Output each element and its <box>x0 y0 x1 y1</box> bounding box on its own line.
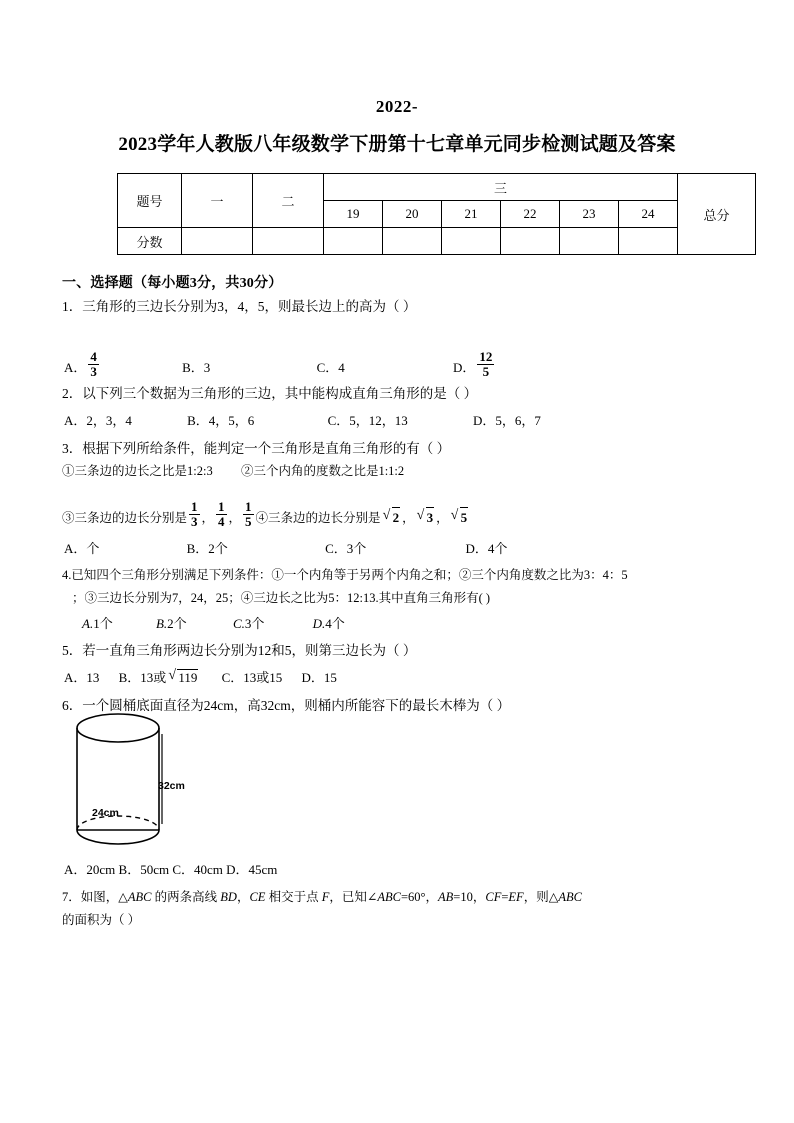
q7-segment-cf: CF <box>485 890 502 904</box>
cylinder-figure <box>70 712 240 852</box>
q1-opt-a-denominator: 3 <box>90 363 97 379</box>
q4-option-d[interactable]: D.4个 <box>312 616 345 631</box>
question-3-options <box>64 538 507 557</box>
q7-part-4: ， <box>236 890 250 904</box>
q5-option-b[interactable]: B．13或 √ 119 <box>119 667 201 686</box>
q5-option-d[interactable]: D．15 <box>301 670 337 685</box>
cell-col-total: 总分 <box>678 174 756 255</box>
question-4-stem-line-2: ；③三边长分别为7，24，25；④三边长之比为5：12:13.其中直角三角形有( ) <box>72 591 491 605</box>
q4-option-b[interactable]: B.2个 <box>155 616 187 631</box>
q7-part-8: ，已知 <box>329 890 367 904</box>
q3-option-b[interactable]: B．2个 <box>186 541 228 556</box>
question-4-options <box>82 613 345 632</box>
q3-condition-1: ①三条边的边长之比是1:2:3 <box>62 464 213 478</box>
cell-score-two[interactable] <box>253 228 324 255</box>
cell-score-one[interactable] <box>182 228 253 255</box>
question-2-stem: 2．以下列三个数据为三角形的三边，其中能构成直角三角形的是（ ） <box>62 386 478 401</box>
cell-col-two: 二 <box>253 174 324 228</box>
cell-col-three: 三 <box>324 174 678 201</box>
q7-part-12: =10， <box>453 890 486 904</box>
q3-frac2-den: 4 <box>218 513 225 529</box>
q3-frac3-num: 1 <box>245 499 252 514</box>
title-line-1: 2022- <box>375 97 419 116</box>
q7-part-16: ，则 <box>523 890 549 904</box>
question-5-options <box>64 667 337 686</box>
q1-opt-a-numerator: 4 <box>90 349 97 364</box>
cell-row-label-1: 题号 <box>118 174 182 228</box>
q4-option-c[interactable]: C.3个 <box>232 616 265 631</box>
cell-subnumber-24: 24 <box>619 201 678 228</box>
question-7-stem-line-1 <box>62 888 582 907</box>
title-line-2: 2023学年人教版八年级数学下册第十七章单元同步检测试题及答案 <box>118 134 676 155</box>
q3-option-d[interactable]: D．4个 <box>465 541 508 556</box>
q7-part-10: =60°， <box>400 890 439 904</box>
q1-opt-d-numerator: 12 <box>479 349 493 364</box>
q7-segment-ce: CE <box>249 890 266 904</box>
cell-row-label-2: 分数 <box>118 228 182 255</box>
cell-score-24[interactable] <box>619 228 678 255</box>
question-3-conditions-1-2 <box>62 462 404 481</box>
section-heading-choice: 一、选择题（每小题3分，共30分） <box>62 276 283 291</box>
cell-score-21[interactable] <box>442 228 501 255</box>
q2-option-c[interactable]: C．5，12，13 <box>327 413 408 428</box>
q7-part-0: 7．如图， <box>62 890 119 904</box>
cell-subnumber-21: 21 <box>442 201 501 228</box>
cylinder-height-label: 32cm <box>158 780 185 792</box>
q3-radical-1: 2 <box>392 507 401 527</box>
cell-subnumber-20: 20 <box>383 201 442 228</box>
cylinder-diameter-label: 24cm <box>92 807 119 819</box>
q2-option-a[interactable]: A．2，3，4 <box>64 413 132 428</box>
cell-score-22[interactable] <box>501 228 560 255</box>
q7-angle-abc: ∠ABC <box>366 890 401 904</box>
q3-option-c[interactable]: C．3个 <box>325 541 367 556</box>
question-6-stem: 6．一个圆桶底面直径为24cm，高32cm，则桶内所能容下的最长木棒为（ ） <box>62 698 511 713</box>
cylinder-svg <box>70 712 240 852</box>
q7-part-2: 的两条高线 <box>151 890 221 904</box>
q7-part-6: 相交于点 <box>265 890 322 904</box>
q1-option-d[interactable]: D． $\frac{12}{5}$ <box>452 349 493 379</box>
q1-option-a[interactable]: A． $\frac{4}{3}$ <box>64 349 97 379</box>
q3-frac1-den: 3 <box>191 513 198 529</box>
cell-subnumber-22: 22 <box>501 201 560 228</box>
question-1-stem: 1．三角形的三边长分别为3，4，5，则最长边上的高为（ ） <box>62 299 417 314</box>
question-7-stem-line-2: 的面积为（ ） <box>62 913 141 927</box>
q7-triangle-abc-1: △ABC <box>118 890 152 904</box>
q2-option-d[interactable]: D．5，6，7 <box>472 413 541 428</box>
table-row-score <box>118 228 756 255</box>
cell-subnumber-19: 19 <box>324 201 383 228</box>
q7-part-14: = <box>501 890 509 904</box>
q4-option-a[interactable]: A.1个 <box>82 616 113 631</box>
score-table <box>117 173 756 255</box>
q3-radical-2: 3 <box>426 507 435 527</box>
q3-frac1-num: 1 <box>191 499 198 514</box>
q3-condition-4-prefix: ④三条边的边长分别是 <box>255 511 381 526</box>
cell-subnumber-23: 23 <box>560 201 619 228</box>
q2-option-b[interactable]: B．4，5，6 <box>187 413 255 428</box>
q7-point-f: F <box>321 890 330 904</box>
q3-option-a[interactable]: A．个 <box>64 541 100 556</box>
q3-frac2-num: 1 <box>218 499 225 514</box>
q1-option-c[interactable]: C．4 <box>316 360 345 376</box>
question-3-conditions-3-4: ③三条边的边长分别是 $\frac{1}{3}$ ， $\frac{1}{4}$ ， $\frac{1}{5}$ ④三条边的边长分别是 √ 2 ， √ 3 ， √ 5 <box>62 503 470 531</box>
cell-score-20[interactable] <box>383 228 442 255</box>
table-row-header <box>118 174 756 201</box>
question-2-options <box>64 410 541 429</box>
question-1-options <box>64 349 496 381</box>
q1-opt-d-denominator: 5 <box>477 364 494 379</box>
q3-condition-3-prefix: ③三条边的边长分别是 <box>62 511 188 526</box>
question-5-stem: 5．若一直角三角形两边长分别为12和5，则第三边长为（ ） <box>62 643 417 658</box>
q7-segment-ab: AB <box>438 890 454 904</box>
question-3-stem: 3．根据下列所给条件，能判定一个三角形是直角三角形的有（ ） <box>62 441 451 456</box>
question-4-stem-line-1: 4.已知四个三角形分别满足下列条件：①一个内角等于另两个内角之和；②三个内角度数之比为3：4：5 <box>62 568 628 582</box>
q7-segment-ef: EF <box>508 890 524 904</box>
q5-option-a[interactable]: A．13 <box>64 670 100 685</box>
cell-col-one: 一 <box>182 174 253 228</box>
cell-score-19[interactable] <box>324 228 383 255</box>
cell-score-23[interactable] <box>560 228 619 255</box>
question-6-options[interactable]: A．20cm B．50cm C．40cm D．45cm <box>64 862 278 877</box>
q3-frac3-den: 5 <box>245 513 252 529</box>
q3-radical-3: 5 <box>460 507 469 527</box>
q1-option-b[interactable]: B．3 <box>182 360 211 376</box>
q3-condition-2: ②三个内角的度数之比是1:1:2 <box>240 464 405 478</box>
q5-opt-b-radical: 119 <box>178 670 198 685</box>
q7-triangle-abc-2: △ABC <box>548 890 582 904</box>
score-table-container <box>117 173 756 255</box>
document-title <box>60 96 734 160</box>
q7-segment-bd: BD <box>220 890 237 904</box>
q5-option-c[interactable]: C．13或15 <box>221 670 283 685</box>
